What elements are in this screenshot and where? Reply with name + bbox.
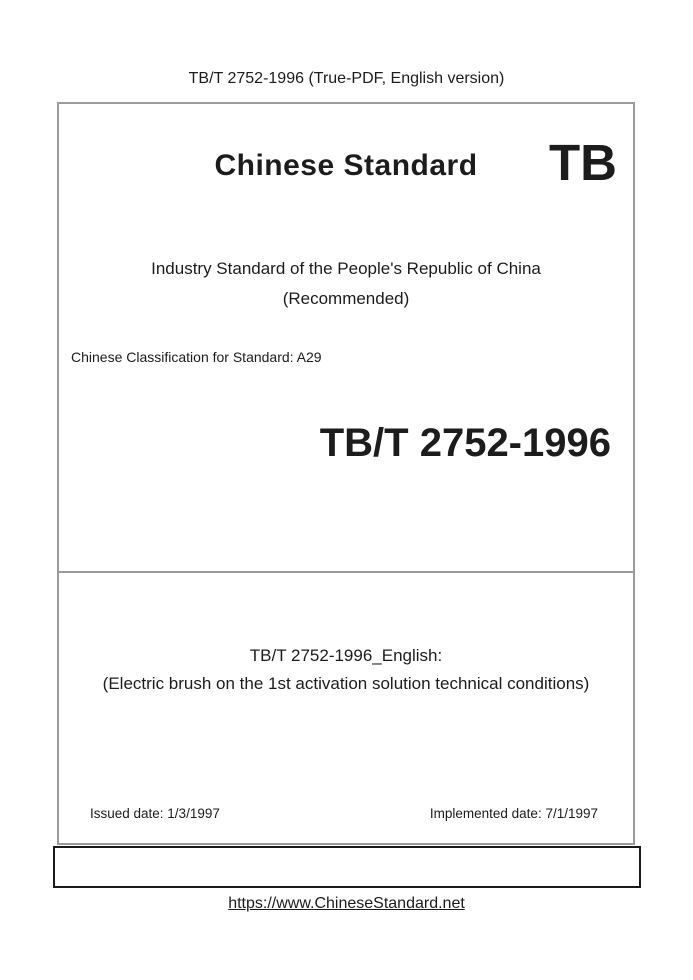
site-link[interactable]: https://www.ChineseStandard.net bbox=[228, 895, 465, 912]
subtitle-block bbox=[59, 254, 633, 314]
dates-row bbox=[90, 805, 598, 822]
english-title-block bbox=[59, 642, 633, 698]
brand-code: TB bbox=[549, 134, 617, 191]
english-title-line-2: (Electric brush on the 1st activation solution technical conditions) bbox=[102, 674, 590, 693]
english-title-line-1: TB/T 2752-1996_English: bbox=[249, 646, 443, 665]
issued-date: Issued date: 1/3/1997 bbox=[90, 806, 220, 821]
document-header: TB/T 2752-1996 (True-PDF, English version) bbox=[188, 70, 505, 87]
brand-title: Chinese Standard bbox=[214, 149, 478, 182]
standard-number: TB/T 2752-1996 bbox=[319, 421, 611, 465]
footer-box bbox=[53, 846, 641, 888]
site-link-row bbox=[0, 893, 693, 914]
classification-line: Chinese Classification for Standard: A29 bbox=[71, 349, 322, 365]
subtitle-line-1: Industry Standard of the People's Republic of China bbox=[151, 259, 541, 278]
cover-box bbox=[57, 102, 635, 845]
section-divider bbox=[57, 571, 635, 573]
implemented-date: Implemented date: 7/1/1997 bbox=[429, 806, 598, 821]
subtitle-line-2: (Recommended) bbox=[282, 289, 410, 308]
